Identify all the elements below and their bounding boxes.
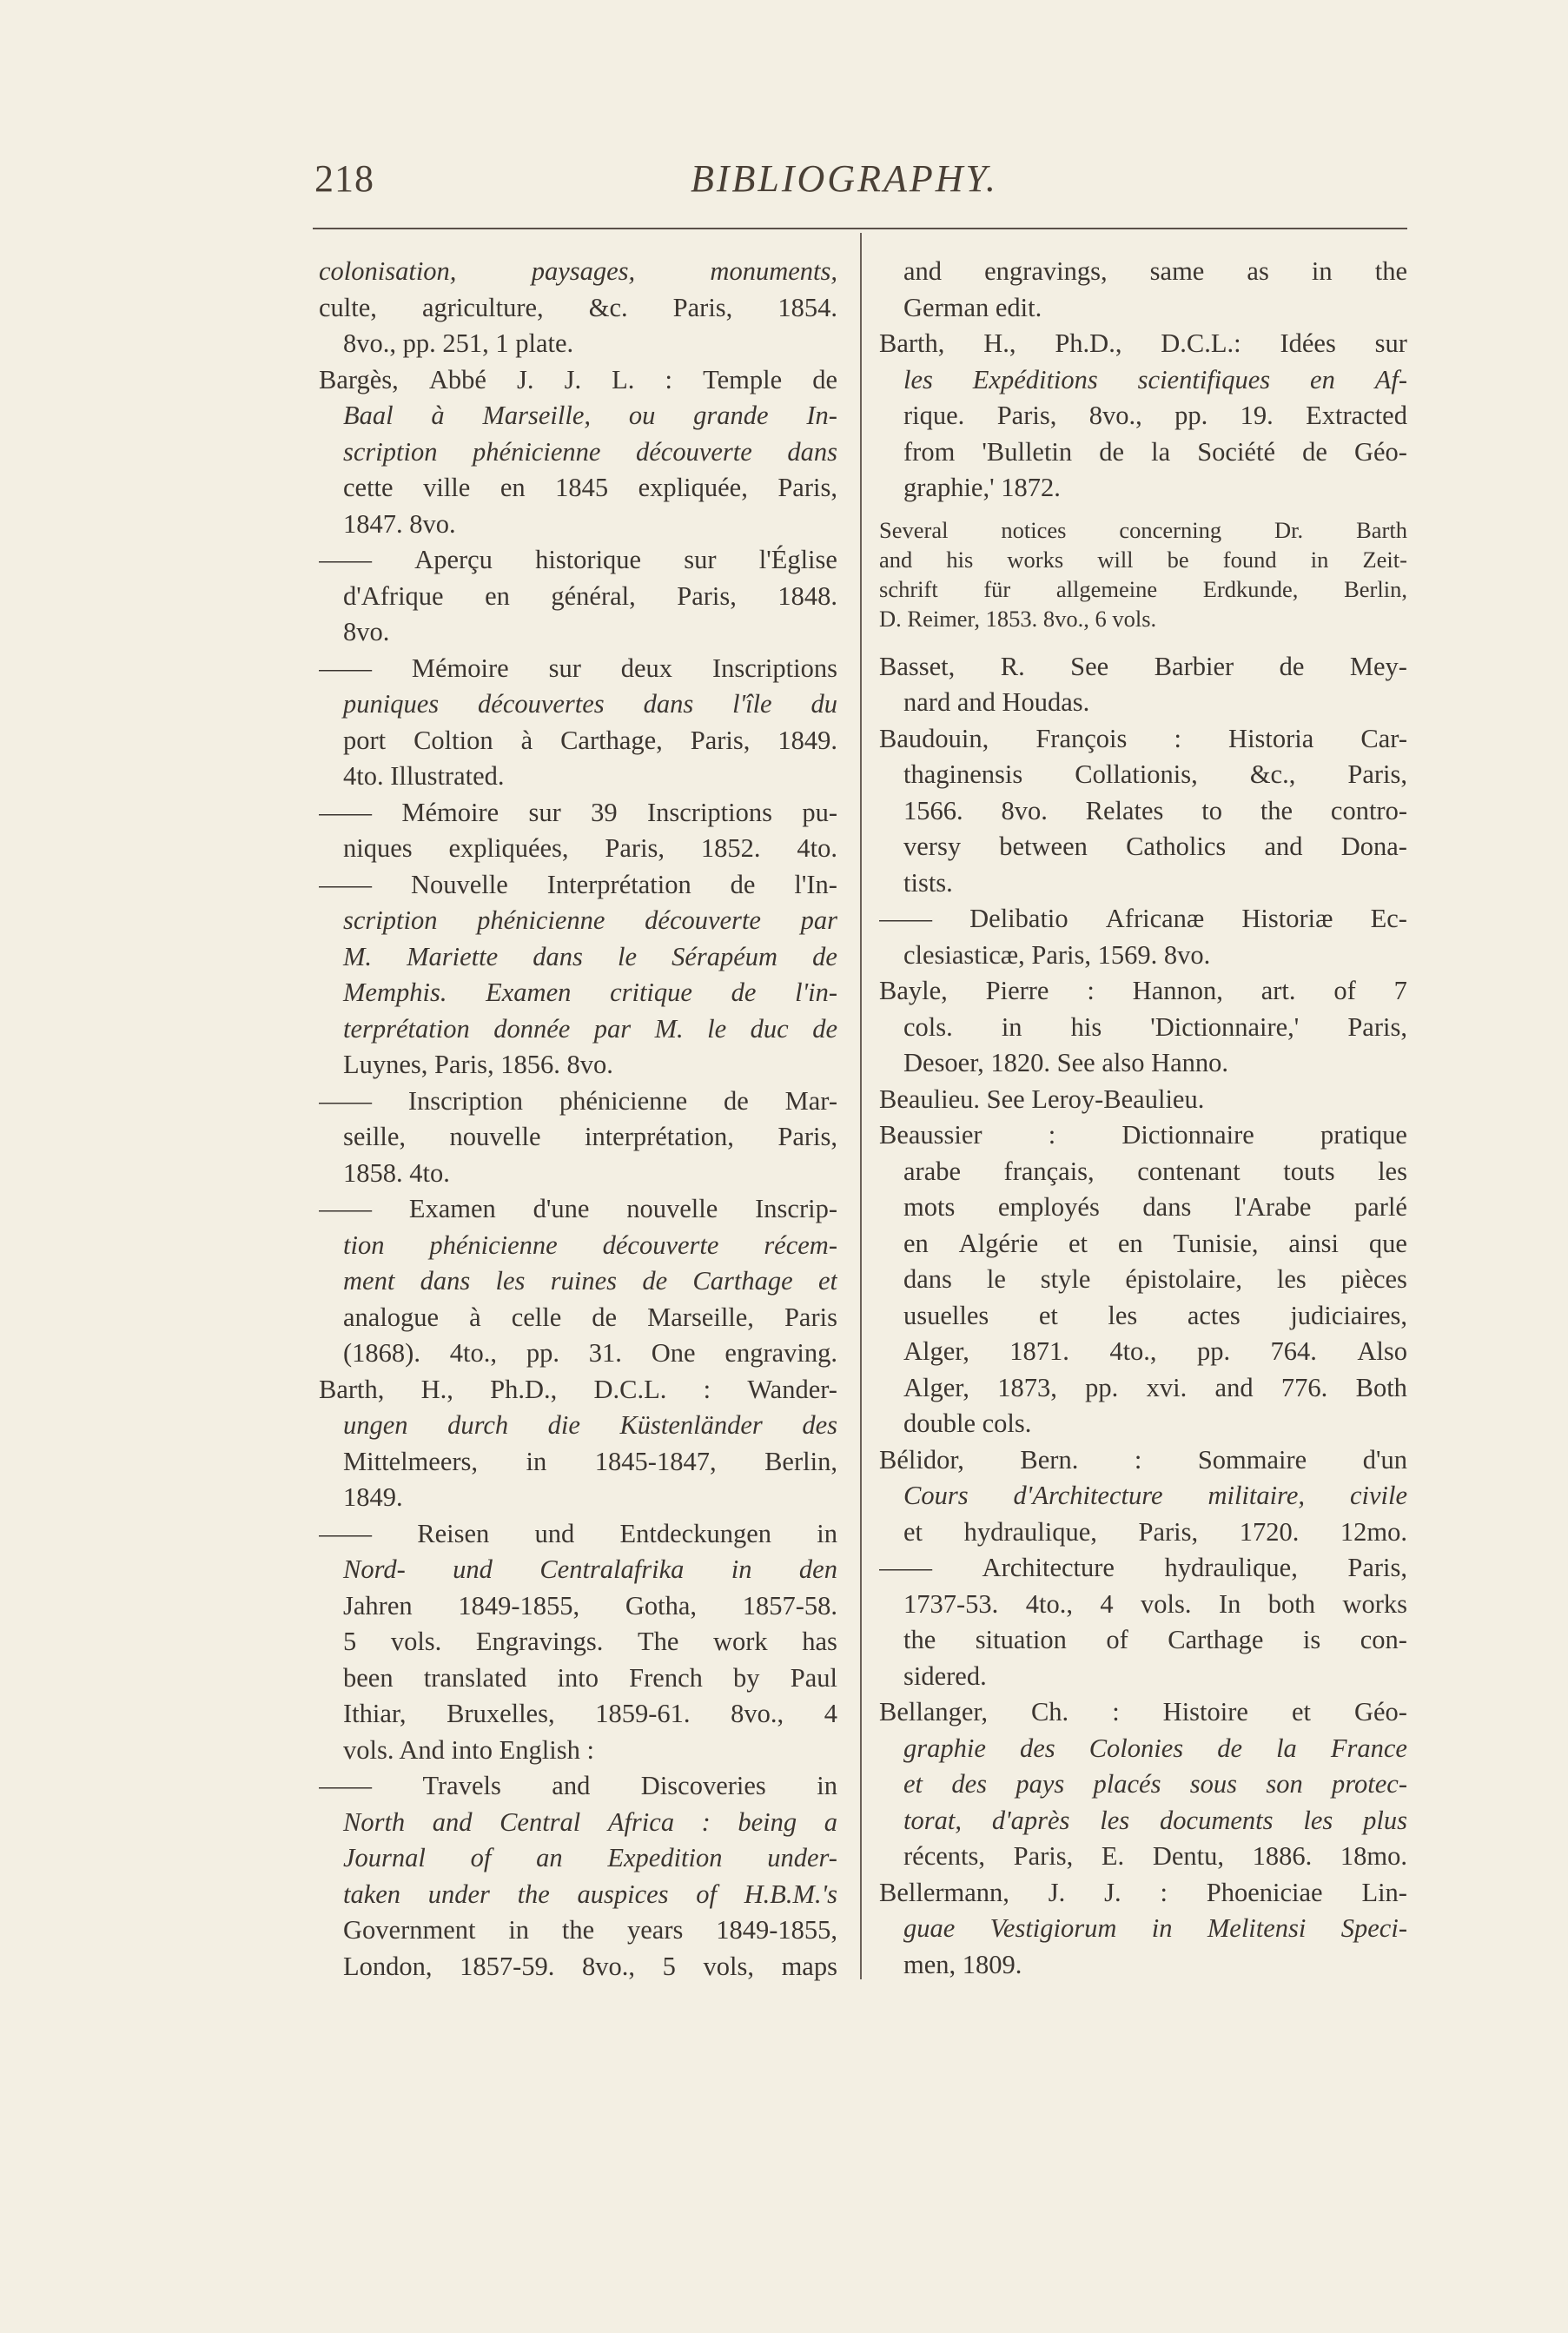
text-line: 4to. Illustrated.: [343, 761, 505, 791]
text-line: M. Mariette dans le Sérapéum de: [343, 941, 837, 971]
text-line: thaginensis Collationis, &c., Paris,: [903, 759, 1407, 789]
text-line: —— Nouvelle Interprétation de l'In-: [319, 869, 837, 899]
text-line: Bayle, Pierre : Hannon, art. of 7: [879, 976, 1407, 1005]
text-line: clesiasticæ, Paris, 1569. 8vo.: [903, 939, 1211, 970]
text-line: graphie des Colonies de la France: [903, 1733, 1407, 1763]
text-line: Cours d'Architecture militaire, civile: [903, 1481, 1407, 1510]
text-line: vols. And into English :: [343, 1734, 594, 1765]
text-line: rique. Paris, 8vo., pp. 19. Extracted: [903, 401, 1407, 430]
text-line: arabe français, contenant touts les: [903, 1156, 1407, 1186]
text-line: —— Architecture hydraulique, Paris,: [879, 1553, 1407, 1582]
text-line: niques expliquées, Paris, 1852. 4to.: [343, 833, 837, 863]
text-line: nard and Houdas.: [903, 687, 1090, 717]
text-line: double cols.: [903, 1408, 1032, 1438]
text-line: Bellanger, Ch. : Histoire et Géo-: [879, 1697, 1407, 1727]
text-line: Memphis. Examen critique de l'in-: [343, 978, 837, 1007]
text-line: —— Reisen und Entdeckungen in: [319, 1518, 837, 1548]
page-number: 218: [314, 157, 374, 200]
text-line: 5 vols. Engravings. The work has: [343, 1627, 837, 1656]
text-line: versy between Catholics and Dona-: [903, 832, 1407, 861]
right-column-entries-top: [879, 254, 1407, 507]
header-rule: [313, 228, 1407, 229]
text-line: taken under the auspices of H.B.M.'s: [343, 1879, 837, 1909]
text-line: usuelles et les actes judiciaires,: [903, 1300, 1407, 1330]
text-line: puniques découvertes dans l'île du: [343, 689, 837, 719]
text-line: mots employés dans l'Arabe parlé: [903, 1192, 1407, 1222]
text-line: Nord- und Centralafrika in den: [343, 1554, 837, 1584]
text-line: —— Examen d'une nouvelle Inscrip-: [319, 1194, 837, 1223]
text-line: Barth, H., Ph.D., D.C.L.: Idées sur: [879, 328, 1407, 358]
text-line: 1858. 4to.: [343, 1157, 450, 1188]
text-line: tion phénicienne découverte récem-: [343, 1229, 837, 1260]
text-line: seille, nouvelle interprétation, Paris,: [343, 1122, 837, 1151]
note-line: and his works will be found in Zeit-: [879, 546, 1407, 573]
text-line: 1849.: [343, 1482, 403, 1512]
text-line: ungen durch die Küstenländer des: [343, 1410, 837, 1440]
text-line: London, 1857-59. 8vo., 5 vols, maps: [343, 1951, 837, 1981]
text-line: (1868). 4to., pp. 31. One engraving.: [343, 1338, 837, 1368]
text-line: Luynes, Paris, 1856. 8vo.: [343, 1050, 613, 1079]
running-head: BIBLIOGRAPHY.: [691, 157, 998, 200]
text-line: Beaulieu. See Leroy-Beaulieu.: [879, 1084, 1205, 1114]
text-line: 1737-53. 4to., 4 vols. In both works: [903, 1588, 1407, 1619]
text-line: Jahren 1849-1855, Gotha, 1857-58.: [343, 1590, 837, 1621]
text-line: Mittelmeers, in 1845-1847, Berlin,: [343, 1446, 837, 1476]
text-line: Alger, 1873, pp. xvi. and 776. Both: [903, 1372, 1407, 1402]
text-line: Bélidor, Bern. : Sommaire d'un: [879, 1444, 1407, 1475]
text-line: 1847. 8vo.: [343, 508, 456, 539]
text-line: Basset, R. See Barbier de Mey-: [879, 651, 1407, 681]
text-line: cette ville en 1845 expliquée, Paris,: [343, 473, 837, 502]
text-line: —— Travels and Discoveries in: [319, 1771, 837, 1800]
text-line: d'Afrique en général, Paris, 1848.: [343, 580, 837, 611]
text-line: les Expéditions scientifiques en Af-: [903, 364, 1407, 394]
text-line: terprétation donnée par M. le duc de: [343, 1013, 837, 1044]
text-line: et hydraulique, Paris, 1720. 12mo.: [903, 1516, 1407, 1547]
text-line: scription phénicienne découverte dans: [343, 436, 837, 467]
text-line: Baudouin, François : Historia Car-: [879, 723, 1407, 753]
text-line: Beaussier : Dictionnaire pratique: [879, 1120, 1407, 1150]
text-line: 1566. 8vo. Relates to the contro-: [903, 795, 1407, 825]
text-line: from 'Bulletin de la Société de Géo-: [903, 436, 1407, 467]
text-line: cols. in his 'Dictionnaire,' Paris,: [903, 1011, 1407, 1042]
text-line: scription phénicienne découverte par: [343, 905, 837, 935]
right-column-entries-bottom: [879, 649, 1407, 1984]
text-line: tists.: [903, 867, 953, 898]
text-line: men, 1809.: [903, 1949, 1022, 1979]
text-line: Baal à Marseille, ou grande In-: [343, 401, 837, 430]
column-divider: [860, 233, 862, 1979]
text-line: culte, agriculture, &c. Paris, 1854.: [319, 292, 837, 322]
text-line: 8vo.: [343, 617, 390, 646]
text-line: et des pays placés sous son protec-: [903, 1769, 1407, 1799]
text-line: Government in the years 1849-1855,: [343, 1915, 837, 1945]
right-column: [879, 254, 1407, 1983]
note-line: Several notices concerning Dr. Barth: [879, 516, 1407, 543]
text-line: récents, Paris, E. Dentu, 1886. 18mo.: [903, 1841, 1407, 1871]
text-line: Ithiar, Bruxelles, 1859-61. 8vo., 4: [343, 1699, 837, 1728]
note-line: D. Reimer, 1853. 8vo., 6 vols.: [879, 605, 1157, 632]
text-line: Barth, H., Ph.D., D.C.L. : Wander-: [319, 1374, 837, 1404]
text-line: —— Inscription phénicienne de Mar-: [319, 1085, 837, 1116]
text-line: —— Aperçu historique sur l'Église: [319, 545, 837, 574]
text-line: Journal of an Expedition under-: [343, 1843, 837, 1872]
text-line: Alger, 1871. 4to., pp. 764. Also: [903, 1336, 1407, 1366]
text-line: sidered.: [903, 1660, 987, 1691]
text-line: dans le style épistolaire, les pièces: [903, 1264, 1407, 1294]
text-line: analogue à celle de Marseille, Paris: [343, 1302, 837, 1332]
text-line: —— Mémoire sur deux Inscriptions: [319, 653, 837, 683]
text-line: en Algérie et en Tunisie, ainsi que: [903, 1228, 1407, 1258]
text-line: graphie,' 1872.: [903, 473, 1061, 502]
text-line: Desoer, 1820. See also Hanno.: [903, 1048, 1229, 1077]
text-line: and engravings, same as in the: [903, 256, 1407, 286]
text-line: Bellermann, J. J. : Phoeniciae Lin-: [879, 1877, 1407, 1907]
text-line: port Coltion à Carthage, Paris, 1849.: [343, 725, 837, 755]
text-line: —— Delibatio Africanæ Historiæ Ec-: [879, 904, 1407, 933]
text-line: Bargès, Abbé J. J. L. : Temple de: [319, 364, 837, 394]
text-line: guae Vestigiorum in Melitensi Speci-: [903, 1913, 1407, 1943]
text-line: 8vo., pp. 251, 1 plate.: [343, 328, 574, 358]
text-line: —— Mémoire sur 39 Inscriptions pu-: [319, 797, 837, 827]
left-column: [319, 254, 837, 1985]
text-line: torat, d'après les documents les plus: [903, 1805, 1407, 1835]
text-line: ment dans les ruines de Carthage et: [343, 1266, 837, 1296]
barth-note: [879, 515, 1407, 633]
text-line: colonisation, paysages, monuments,: [319, 256, 837, 286]
text-line: German edit.: [903, 292, 1042, 322]
text-line: been translated into French by Paul: [343, 1662, 837, 1693]
note-line: schrift für allgemeine Erdkunde, Berlin,: [879, 575, 1407, 602]
text-line: the situation of Carthage is con-: [903, 1625, 1407, 1654]
text-line: North and Central Africa : being a: [343, 1806, 837, 1837]
